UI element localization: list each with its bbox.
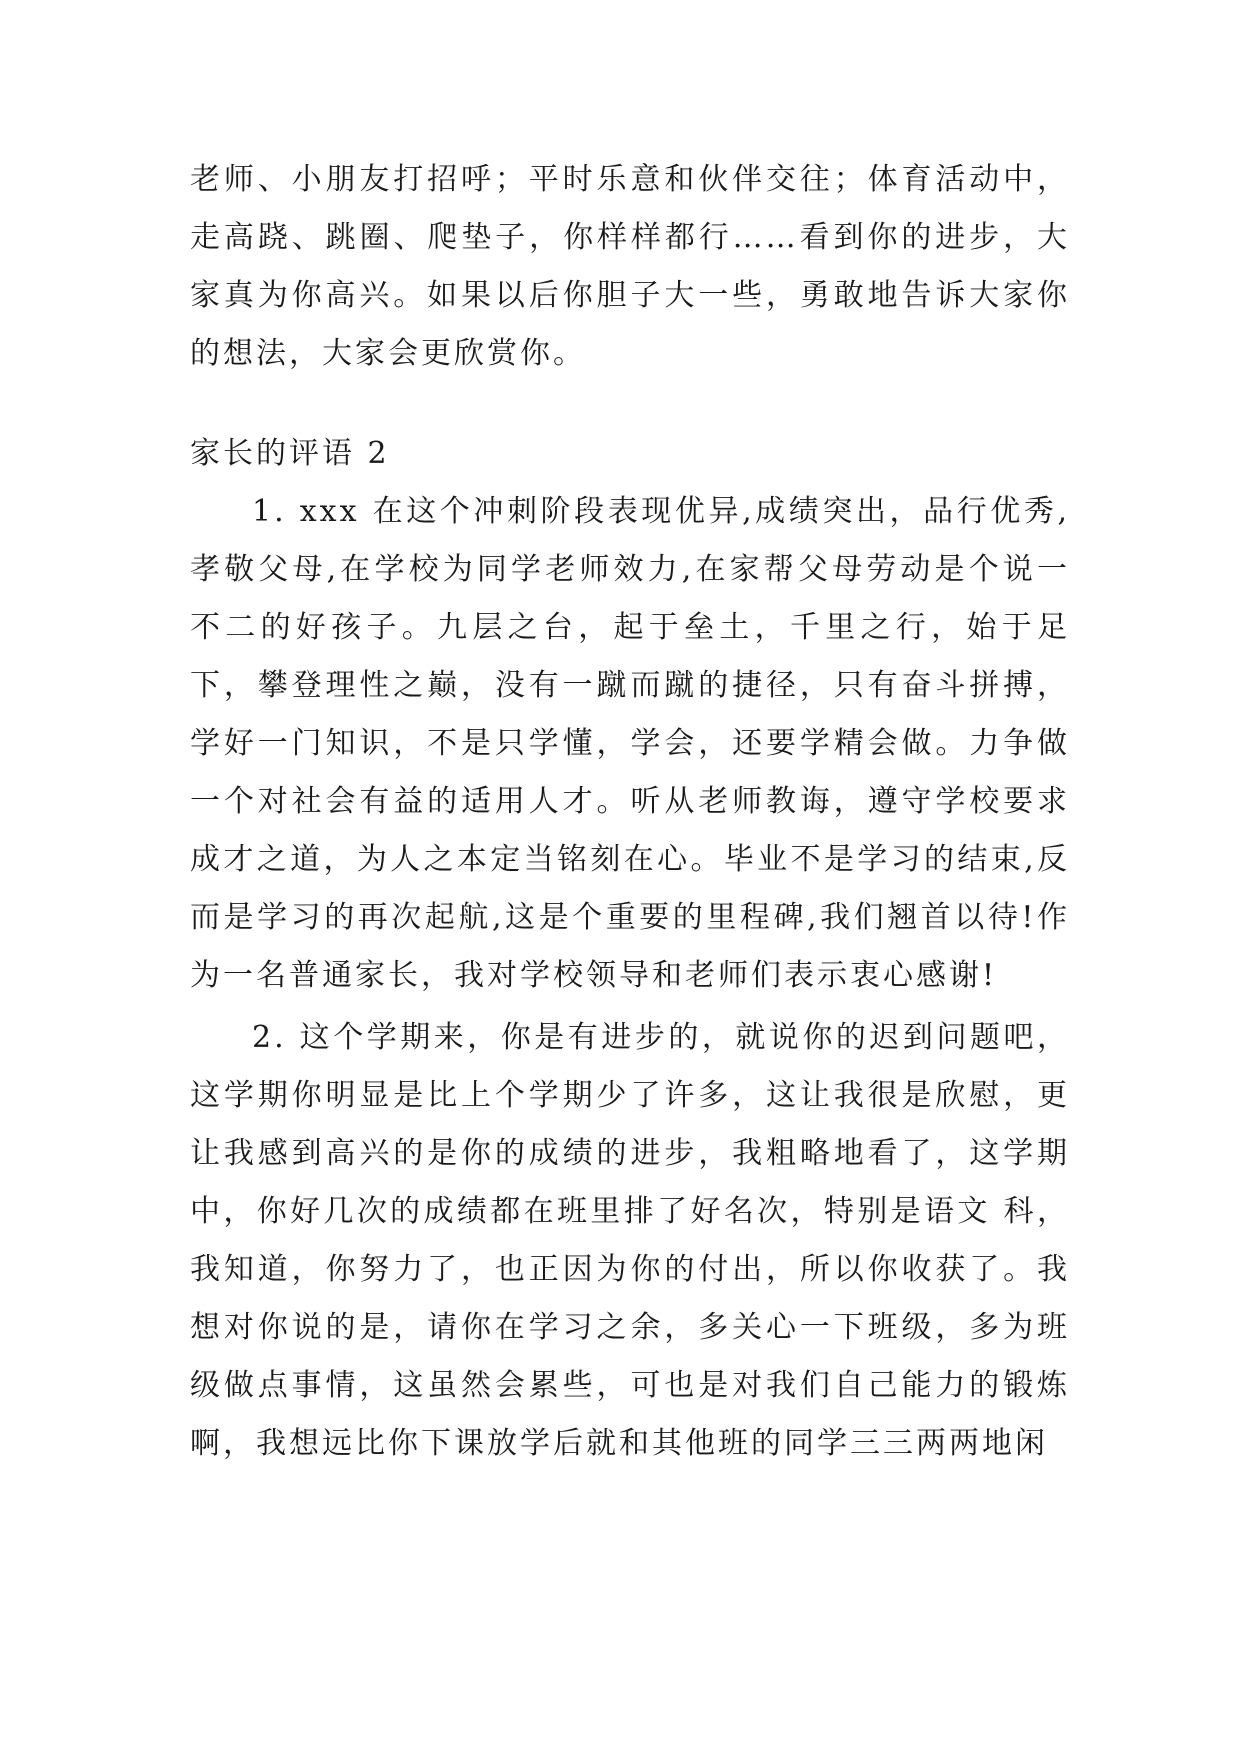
comment-item-1: 1. xxx 在这个冲刺阶段表现优异,成绩突出，品行优秀,孝敬父母,在学校为同学老师效力,在家帮父母劳动是个说一不二的好孩子。九层之台，起于垒土，千里之行，始于足下，攀登理性之巅，没有一蹴而蹴的捷径，只有奋斗拼搏，学好一门知识，不是只学懂，学会，还要学精会做。力争做一个对社会有益的适用人才。听从老师教诲，遵守学校要求成才之道，为人之本定当铭刻在心。毕业不是学习的结束,反而是学习的再次起航,这是个重要的里程碑,我们翘首以待!作为一名普通家长，我对学校领导和老师们表示衷心感谢! (190, 494, 1070, 993)
intro-paragraph: 老师、小朋友打招呼；平时乐意和伙伴交往；体育活动中，走高跷、跳圈、爬垫子，你样样都行……看到你的进步，大家真为你高兴。如果以后你胆子大一些，勇敢地告诉大家你的想法，大家会更欣赏你。 (190, 162, 1070, 371)
comment-item-2: 2. 这个学期来，你是有进步的，就说你的迟到问题吧，这学期你明显是比上个学期少了许多，这让我很是欣慰，更让我感到高兴的是你的成绩的进步，我粗略地看了，这学期中，你好几次的成绩都在班里排了好名次，特别是语文 科，我知道，你努力了，也正因为你的付出，所以你收获了。我想对你说的是，请你在学习之余，多关心一下班级，多为班级做点事情，这虽然会累些，可也是对我们自己能力的锻炼啊，我想远比你下课放学后就和其他班的同学三三两两地闲 (190, 1020, 1070, 1461)
document-body (190, 151, 1070, 1473)
section-heading: 家长的评语 2 (190, 436, 390, 471)
